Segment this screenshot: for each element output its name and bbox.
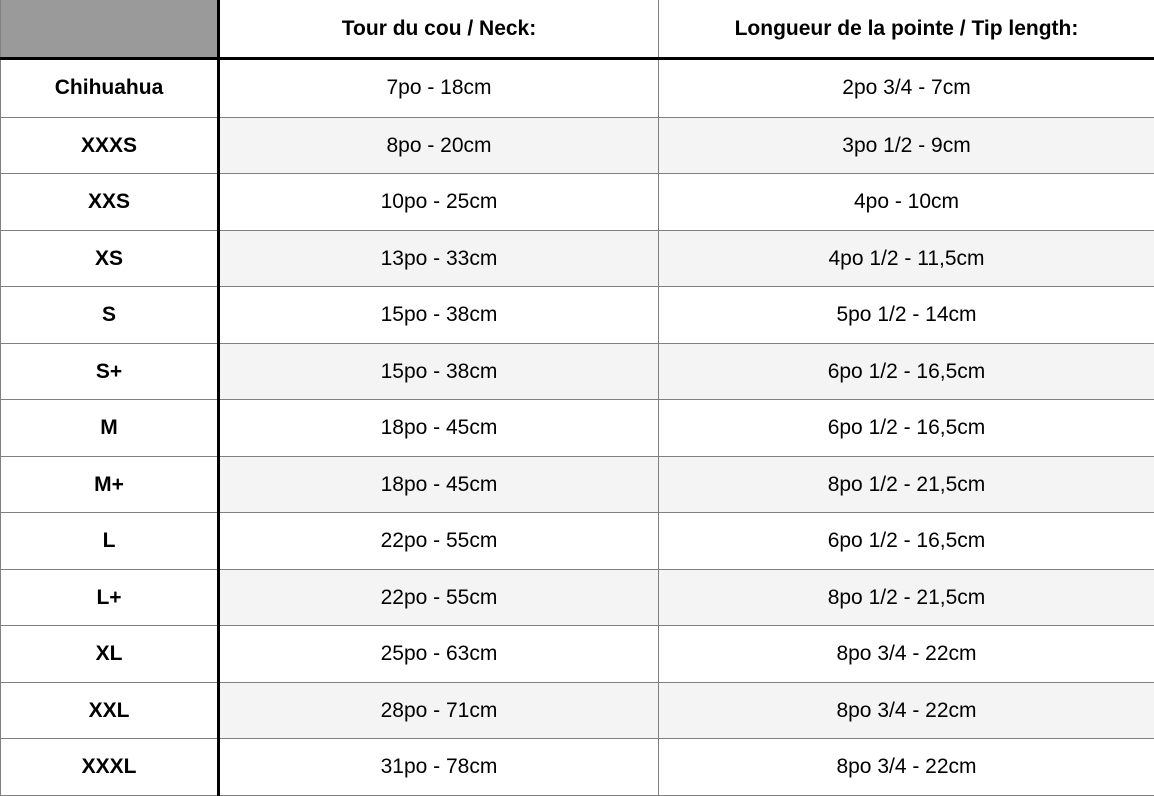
size-cell: S+ bbox=[1, 343, 219, 400]
table-row bbox=[1, 682, 1154, 739]
neck-cell: 7po - 18cm bbox=[219, 59, 659, 118]
neck-cell: 13po - 33cm bbox=[219, 230, 659, 287]
size-cell: L+ bbox=[1, 569, 219, 626]
tip-length-cell: 6po 1/2 - 16,5cm bbox=[659, 513, 1154, 570]
tip-length-cell: 2po 3/4 - 7cm bbox=[659, 59, 1154, 118]
header-corner-cell bbox=[1, 0, 219, 59]
tip-length-cell: 5po 1/2 - 14cm bbox=[659, 287, 1154, 344]
tip-length-cell: 8po 1/2 - 21,5cm bbox=[659, 569, 1154, 626]
tip-length-cell: 6po 1/2 - 16,5cm bbox=[659, 400, 1154, 457]
size-cell: XS bbox=[1, 230, 219, 287]
neck-cell: 22po - 55cm bbox=[219, 569, 659, 626]
table-row bbox=[1, 230, 1154, 287]
header-row bbox=[1, 0, 1154, 59]
table-row bbox=[1, 117, 1154, 174]
table-row bbox=[1, 174, 1154, 231]
tip-length-cell: 3po 1/2 - 9cm bbox=[659, 117, 1154, 174]
neck-cell: 31po - 78cm bbox=[219, 739, 659, 796]
table-row bbox=[1, 569, 1154, 626]
size-cell: M+ bbox=[1, 456, 219, 513]
neck-cell: 28po - 71cm bbox=[219, 682, 659, 739]
tip-length-cell: 8po 3/4 - 22cm bbox=[659, 626, 1154, 683]
neck-cell: 18po - 45cm bbox=[219, 400, 659, 457]
table-row bbox=[1, 287, 1154, 344]
tip-length-cell: 8po 1/2 - 21,5cm bbox=[659, 456, 1154, 513]
tip-length-cell: 8po 3/4 - 22cm bbox=[659, 682, 1154, 739]
size-cell: XXXL bbox=[1, 739, 219, 796]
header-tip-length-column: Longueur de la pointe / Tip length: bbox=[659, 0, 1154, 59]
tip-length-cell: 6po 1/2 - 16,5cm bbox=[659, 343, 1154, 400]
size-cell: M bbox=[1, 400, 219, 457]
table-row bbox=[1, 400, 1154, 457]
table-row bbox=[1, 456, 1154, 513]
neck-cell: 10po - 25cm bbox=[219, 174, 659, 231]
table-row bbox=[1, 513, 1154, 570]
size-cell: XXXS bbox=[1, 117, 219, 174]
neck-cell: 8po - 20cm bbox=[219, 117, 659, 174]
neck-cell: 22po - 55cm bbox=[219, 513, 659, 570]
table-row bbox=[1, 343, 1154, 400]
header-neck-column: Tour du cou / Neck: bbox=[219, 0, 659, 59]
table-row bbox=[1, 626, 1154, 683]
size-cell: XXL bbox=[1, 682, 219, 739]
size-cell: XXS bbox=[1, 174, 219, 231]
size-cell: S bbox=[1, 287, 219, 344]
table-row bbox=[1, 59, 1154, 118]
table-row bbox=[1, 739, 1154, 796]
neck-cell: 15po - 38cm bbox=[219, 343, 659, 400]
neck-cell: 25po - 63cm bbox=[219, 626, 659, 683]
neck-cell: 18po - 45cm bbox=[219, 456, 659, 513]
size-cell: XL bbox=[1, 626, 219, 683]
tip-length-cell: 4po - 10cm bbox=[659, 174, 1154, 231]
size-cell: Chihuahua bbox=[1, 59, 219, 118]
table-body bbox=[1, 59, 1154, 796]
neck-cell: 15po - 38cm bbox=[219, 287, 659, 344]
tip-length-cell: 4po 1/2 - 11,5cm bbox=[659, 230, 1154, 287]
size-cell: L bbox=[1, 513, 219, 570]
tip-length-cell: 8po 3/4 - 22cm bbox=[659, 739, 1154, 796]
